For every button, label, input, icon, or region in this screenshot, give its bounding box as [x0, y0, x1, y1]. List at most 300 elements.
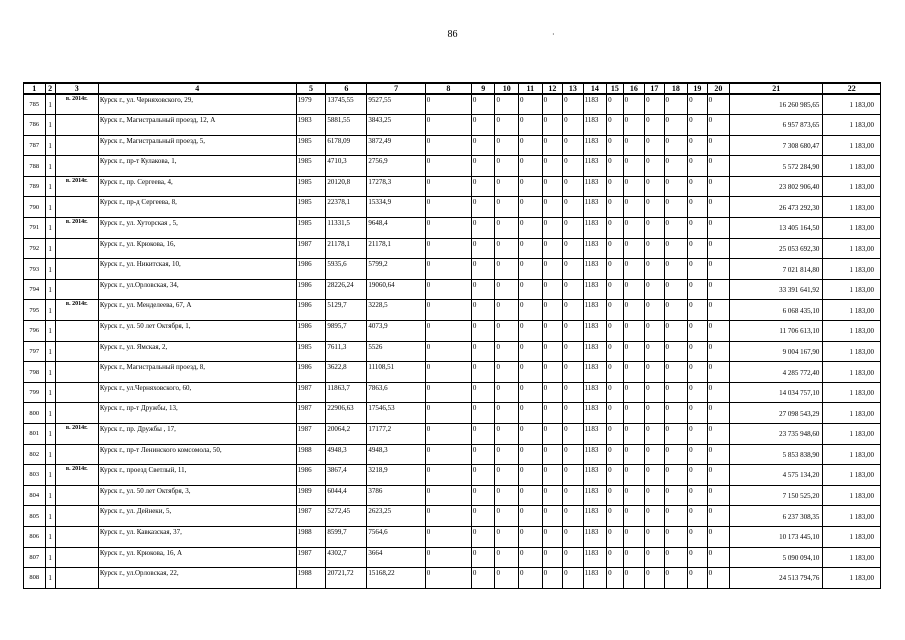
table-row: [24, 279, 881, 300]
table-cell: 0: [542, 362, 563, 383]
table-cell: 1: [45, 568, 55, 589]
table-cell: 0: [425, 341, 471, 362]
table-row: [24, 115, 881, 136]
table-cell: 8599,7: [326, 526, 367, 547]
table-cell: 0: [707, 156, 730, 177]
table-cell: Курск г., пр-т Кулакова, 1,: [98, 156, 296, 177]
table-cell: Курск г., пр-т Ленинского комсомола, 50,: [98, 444, 296, 465]
table-cell: 0: [495, 424, 519, 445]
table-cell: 0: [495, 547, 519, 568]
table-cell: 0: [664, 465, 688, 486]
table-cell: 0: [607, 156, 623, 177]
table-cell: в. 2014г.: [55, 176, 98, 197]
table-cell: 0: [664, 362, 688, 383]
table-cell: 1 183,00: [823, 259, 881, 280]
table-cell: 0: [471, 547, 495, 568]
table-cell: 0: [495, 526, 519, 547]
table-cell: 0: [563, 197, 584, 218]
table-cell: 1985: [296, 156, 326, 177]
table-cell: Курск г., ул. Черняховского, 29,: [98, 94, 296, 115]
table-cell: [55, 403, 98, 424]
table-cell: 0: [519, 218, 543, 239]
table-cell: 1985: [296, 341, 326, 362]
table-cell: 0: [542, 94, 563, 115]
table-cell: [55, 115, 98, 136]
table-cell: 1183: [583, 526, 607, 547]
table-cell: 0: [542, 568, 563, 589]
table-cell: 24 513 794,76: [730, 568, 823, 589]
table-cell: [55, 279, 98, 300]
table-cell: 1986: [296, 321, 326, 342]
table-cell: 0: [495, 362, 519, 383]
table-cell: 1987: [296, 382, 326, 403]
table-cell: 0: [707, 238, 730, 259]
table-cell: 0: [425, 156, 471, 177]
table-row: [24, 485, 881, 506]
table-cell: 0: [471, 238, 495, 259]
table-cell: 0: [707, 568, 730, 589]
table-cell: 0: [425, 279, 471, 300]
table-cell: 1 183,00: [823, 526, 881, 547]
table-cell: 0: [688, 547, 707, 568]
table-cell: 798: [24, 362, 46, 383]
table-cell: 0: [645, 115, 664, 136]
table-cell: 0: [542, 300, 563, 321]
table-cell: 0: [607, 259, 623, 280]
table-cell: 0: [645, 424, 664, 445]
table-cell: 1985: [296, 197, 326, 218]
table-cell: 800: [24, 403, 46, 424]
table-cell: 0: [645, 444, 664, 465]
table-cell: 0: [519, 197, 543, 218]
table-cell: 6044,4: [326, 485, 367, 506]
table-cell: Курск г., пр-д Сергеева, 8,: [98, 197, 296, 218]
table-cell: 793: [24, 259, 46, 280]
table-cell: 0: [519, 341, 543, 362]
table-cell: 21178,1: [367, 238, 425, 259]
table-cell: 0: [495, 94, 519, 115]
table-cell: 10 173 445,10: [730, 526, 823, 547]
table-cell: 1 183,00: [823, 341, 881, 362]
table-cell: 0: [425, 465, 471, 486]
table-cell: 1: [45, 341, 55, 362]
table-cell: 0: [471, 218, 495, 239]
table-cell: 0: [664, 321, 688, 342]
table-cell: 0: [471, 156, 495, 177]
table-cell: 0: [563, 135, 584, 156]
table-cell: 4 575 134,20: [730, 465, 823, 486]
table-cell: 0: [688, 403, 707, 424]
table-cell: 0: [519, 485, 543, 506]
table-cell: 0: [688, 94, 707, 115]
table-cell: 0: [471, 506, 495, 527]
table-cell: 0: [519, 547, 543, 568]
table-cell: 0: [607, 218, 623, 239]
table-cell: 1 183,00: [823, 424, 881, 445]
table-cell: 0: [471, 259, 495, 280]
table-cell: 1 183,00: [823, 238, 881, 259]
table-cell: 1 183,00: [823, 403, 881, 424]
table-cell: 0: [623, 382, 645, 403]
table-cell: 0: [519, 279, 543, 300]
table-cell: 1183: [583, 238, 607, 259]
table-cell: 1985: [296, 218, 326, 239]
table-cell: Курск г., Магистральный проезд, 12, А: [98, 115, 296, 136]
table-cell: 0: [471, 382, 495, 403]
table-cell: 0: [623, 300, 645, 321]
table-cell: 5 853 838,90: [730, 444, 823, 465]
table-cell: 3872,49: [367, 135, 425, 156]
table-cell: 0: [495, 156, 519, 177]
table-cell: 0: [664, 176, 688, 197]
table-cell: 0: [519, 362, 543, 383]
table-cell: 0: [471, 403, 495, 424]
table-cell: 5 090 094,10: [730, 547, 823, 568]
table-row: [24, 424, 881, 445]
table-cell: 1987: [296, 424, 326, 445]
table-cell: 0: [645, 526, 664, 547]
table-cell: 22906,63: [326, 403, 367, 424]
table-cell: 0: [688, 176, 707, 197]
table-cell: 1 183,00: [823, 547, 881, 568]
table-cell: 0: [707, 176, 730, 197]
table-cell: 1 183,00: [823, 568, 881, 589]
table-cell: 4948,3: [326, 444, 367, 465]
table-row: [24, 218, 881, 239]
table-cell: 1: [45, 279, 55, 300]
table-cell: 0: [645, 321, 664, 342]
table-cell: 11108,51: [367, 362, 425, 383]
table-cell: [55, 135, 98, 156]
table-cell: 1: [45, 115, 55, 136]
table-cell: 0: [542, 218, 563, 239]
table-cell: Курск г., Магистральный проезд, 8,: [98, 362, 296, 383]
column-header: 8: [425, 83, 471, 94]
column-header: 6: [326, 83, 367, 94]
table-row: [24, 176, 881, 197]
table-cell: [55, 362, 98, 383]
table-cell: 0: [707, 506, 730, 527]
table-cell: 0: [425, 424, 471, 445]
table-cell: 1: [45, 156, 55, 177]
table-cell: 1986: [296, 362, 326, 383]
table-cell: 2756,9: [367, 156, 425, 177]
table-cell: 0: [542, 321, 563, 342]
table-cell: 0: [645, 568, 664, 589]
table-cell: 5129,7: [326, 300, 367, 321]
column-header: 12: [542, 83, 563, 94]
table-cell: 5 572 284,90: [730, 156, 823, 177]
table-cell: 1183: [583, 444, 607, 465]
table-cell: 1: [45, 424, 55, 445]
table-cell: Курск г., ул. Хуторская , 5,: [98, 218, 296, 239]
table-cell: 0: [688, 444, 707, 465]
table-cell: 1: [45, 238, 55, 259]
table-cell: 1183: [583, 465, 607, 486]
table-cell: 0: [645, 279, 664, 300]
table-cell: 0: [645, 259, 664, 280]
table-cell: 0: [607, 362, 623, 383]
table-cell: 9527,55: [367, 94, 425, 115]
table-cell: 786: [24, 115, 46, 136]
table-cell: 0: [664, 300, 688, 321]
table-cell: 1183: [583, 218, 607, 239]
table-cell: 0: [707, 403, 730, 424]
table-cell: 0: [519, 424, 543, 445]
table-cell: 17278,3: [367, 176, 425, 197]
table-cell: 0: [495, 197, 519, 218]
table-cell: 0: [519, 403, 543, 424]
table-cell: 1 183,00: [823, 506, 881, 527]
table-cell: 19060,64: [367, 279, 425, 300]
table-cell: 0: [563, 526, 584, 547]
table-cell: 1 183,00: [823, 362, 881, 383]
table-row: [24, 465, 881, 486]
table-cell: 3786: [367, 485, 425, 506]
table-cell: 0: [688, 568, 707, 589]
table-cell: 0: [607, 197, 623, 218]
table-cell: 7 308 680,47: [730, 135, 823, 156]
table-cell: Курск г., Магистральный проезд, 5,: [98, 135, 296, 156]
table-cell: 0: [519, 94, 543, 115]
table-row: [24, 94, 881, 115]
table-cell: 1: [45, 197, 55, 218]
table-cell: 0: [519, 259, 543, 280]
table-row: [24, 238, 881, 259]
table-cell: 0: [563, 218, 584, 239]
table-cell: 9 004 167,90: [730, 341, 823, 362]
table-cell: 0: [664, 259, 688, 280]
table-cell: 0: [664, 156, 688, 177]
table-cell: 1: [45, 218, 55, 239]
table-cell: 0: [623, 259, 645, 280]
table-cell: 0: [471, 176, 495, 197]
table-cell: 0: [563, 547, 584, 568]
table-cell: 20721,72: [326, 568, 367, 589]
table-cell: 17546,53: [367, 403, 425, 424]
table-cell: 792: [24, 238, 46, 259]
table-cell: 0: [645, 382, 664, 403]
table-cell: 0: [542, 115, 563, 136]
table-cell: 0: [623, 568, 645, 589]
table-cell: 1: [45, 300, 55, 321]
table-cell: 1 183,00: [823, 382, 881, 403]
table-cell: 0: [563, 424, 584, 445]
table-cell: 0: [425, 300, 471, 321]
table-cell: 0: [495, 506, 519, 527]
table-cell: 0: [607, 341, 623, 362]
table-cell: 11331,5: [326, 218, 367, 239]
column-header: 2: [45, 83, 55, 94]
table-cell: 3228,5: [367, 300, 425, 321]
table-cell: 795: [24, 300, 46, 321]
table-cell: 9895,7: [326, 321, 367, 342]
table-cell: 0: [688, 424, 707, 445]
table-cell: 1183: [583, 424, 607, 445]
table-cell: 0: [519, 156, 543, 177]
table-cell: 1 183,00: [823, 156, 881, 177]
table-cell: 0: [623, 403, 645, 424]
table-cell: 0: [623, 197, 645, 218]
table-cell: 0: [688, 279, 707, 300]
table-cell: 1 183,00: [823, 300, 881, 321]
table-cell: 0: [707, 526, 730, 547]
table-cell: 0: [563, 279, 584, 300]
table-cell: 0: [623, 156, 645, 177]
table-cell: 1183: [583, 403, 607, 424]
table-cell: 0: [664, 424, 688, 445]
table-cell: в. 2014г.: [55, 465, 98, 486]
table-cell: 1: [45, 506, 55, 527]
table-cell: 0: [688, 485, 707, 506]
table-cell: 0: [542, 444, 563, 465]
table-cell: 787: [24, 135, 46, 156]
table-cell: 1 183,00: [823, 444, 881, 465]
table-cell: 0: [471, 424, 495, 445]
table-cell: 1: [45, 259, 55, 280]
table-cell: 0: [607, 485, 623, 506]
table-cell: 0: [542, 341, 563, 362]
table-cell: 0: [607, 321, 623, 342]
table-cell: 1: [45, 176, 55, 197]
table-cell: 0: [607, 279, 623, 300]
table-cell: 4 285 772,40: [730, 362, 823, 383]
table-cell: 0: [664, 94, 688, 115]
table-cell: 0: [425, 506, 471, 527]
column-header: 17: [645, 83, 664, 94]
table-row: [24, 506, 881, 527]
column-header: 14: [583, 83, 607, 94]
table-cell: [55, 321, 98, 342]
table-cell: 0: [645, 362, 664, 383]
table-cell: 1183: [583, 321, 607, 342]
table-cell: 3843,25: [367, 115, 425, 136]
table-row: [24, 300, 881, 321]
table-cell: 0: [471, 526, 495, 547]
table-cell: 0: [495, 238, 519, 259]
table-cell: 0: [607, 444, 623, 465]
table-cell: 0: [425, 568, 471, 589]
table-cell: 0: [707, 279, 730, 300]
table-cell: 13 405 164,50: [730, 218, 823, 239]
table-cell: 21178,1: [326, 238, 367, 259]
table-cell: 0: [471, 362, 495, 383]
table-cell: 1183: [583, 115, 607, 136]
table-cell: 0: [664, 197, 688, 218]
table-cell: 0: [664, 568, 688, 589]
table-cell: 0: [607, 424, 623, 445]
table-cell: 0: [425, 526, 471, 547]
table-cell: 0: [623, 279, 645, 300]
table-cell: 1 183,00: [823, 465, 881, 486]
column-header: 13: [563, 83, 584, 94]
table-cell: 0: [563, 444, 584, 465]
table-cell: 0: [688, 238, 707, 259]
table-cell: 0: [495, 259, 519, 280]
table-cell: 1 183,00: [823, 218, 881, 239]
table-cell: в. 2014г.: [55, 94, 98, 115]
table-cell: 3664: [367, 547, 425, 568]
table-cell: 0: [519, 321, 543, 342]
table-cell: 6 068 435,10: [730, 300, 823, 321]
table-cell: 0: [688, 382, 707, 403]
table-cell: 0: [664, 403, 688, 424]
table-cell: 0: [707, 341, 730, 362]
table-cell: 1: [45, 465, 55, 486]
table-cell: 790: [24, 197, 46, 218]
table-cell: 805: [24, 506, 46, 527]
table-cell: [55, 238, 98, 259]
table-cell: 0: [664, 547, 688, 568]
table-cell: Курск г., ул.Орловская, 22,: [98, 568, 296, 589]
table-cell: 3867,4: [326, 465, 367, 486]
table-cell: 0: [425, 547, 471, 568]
table-cell: 0: [519, 382, 543, 403]
table-cell: 0: [563, 94, 584, 115]
table-cell: 2623,25: [367, 506, 425, 527]
table-cell: 1: [45, 547, 55, 568]
table-cell: 1183: [583, 506, 607, 527]
table-cell: 0: [471, 300, 495, 321]
table-cell: 4302,7: [326, 547, 367, 568]
table-cell: 0: [645, 176, 664, 197]
table-cell: 1 183,00: [823, 485, 881, 506]
table-cell: 0: [664, 444, 688, 465]
table-cell: 0: [707, 547, 730, 568]
table-cell: 1183: [583, 341, 607, 362]
table-cell: 4073,9: [367, 321, 425, 342]
table-cell: 804: [24, 485, 46, 506]
table-cell: 0: [645, 300, 664, 321]
table-cell: 1183: [583, 135, 607, 156]
table-cell: 1183: [583, 485, 607, 506]
table-cell: 0: [707, 424, 730, 445]
table-cell: 1987: [296, 506, 326, 527]
table-cell: 9648,4: [367, 218, 425, 239]
table-cell: 0: [664, 115, 688, 136]
column-header: 1: [24, 83, 46, 94]
table-cell: 17177,2: [367, 424, 425, 445]
table-cell: 0: [664, 526, 688, 547]
table-cell: 0: [707, 444, 730, 465]
table-cell: 0: [471, 321, 495, 342]
table-cell: 0: [563, 156, 584, 177]
table-row: [24, 341, 881, 362]
table-cell: 1987: [296, 547, 326, 568]
table-cell: 803: [24, 465, 46, 486]
table-cell: 0: [688, 135, 707, 156]
table-cell: 1979: [296, 94, 326, 115]
table-cell: [55, 568, 98, 589]
table-cell: 0: [519, 115, 543, 136]
table-cell: 0: [645, 341, 664, 362]
table-cell: 797: [24, 341, 46, 362]
table-cell: 0: [471, 341, 495, 362]
table-cell: 0: [563, 341, 584, 362]
table-cell: Курск г., ул. Дейнеки, 5,: [98, 506, 296, 527]
table-cell: 1 183,00: [823, 321, 881, 342]
table-cell: 3622,8: [326, 362, 367, 383]
table-cell: 1183: [583, 197, 607, 218]
table-cell: 1 183,00: [823, 135, 881, 156]
column-header: 7: [367, 83, 425, 94]
table-cell: 0: [707, 115, 730, 136]
table-cell: [55, 547, 98, 568]
table-cell: 0: [645, 485, 664, 506]
table-cell: 0: [542, 506, 563, 527]
table-cell: Курск г., пр-т Дружбы, 13,: [98, 403, 296, 424]
table-cell: 16 260 985,65: [730, 94, 823, 115]
